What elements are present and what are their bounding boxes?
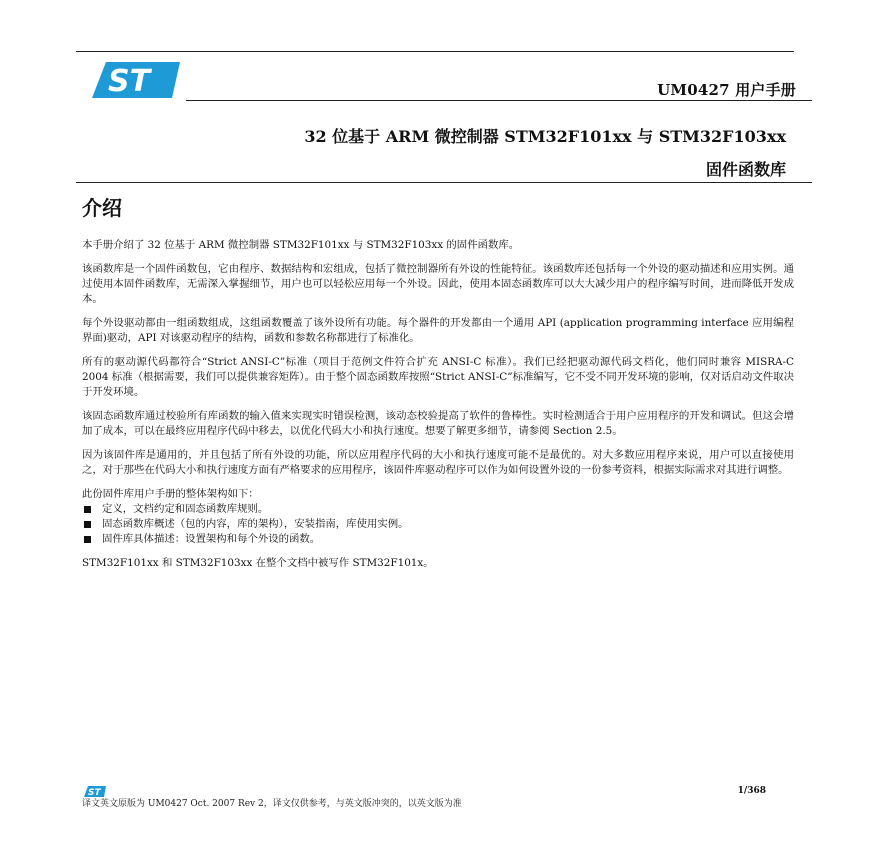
section-title: 介绍: [82, 196, 122, 220]
footer-logo-text: ST: [88, 788, 101, 797]
header-top-rule: [76, 51, 794, 52]
list-item: [82, 517, 794, 532]
title-bottom-rule: [76, 182, 812, 183]
closing-paragraph: STM32F101xx 和 STM32F103xx 在整个文档中被写作 STM32F101x。: [82, 557, 434, 569]
list-item: [82, 532, 794, 547]
paragraph-7: 此份固件库用户手册的整体架构如下：: [82, 488, 259, 500]
st-logo: [92, 60, 182, 100]
paragraph-2: 该函数库是一个固件函数包，它由程序、数据结构和宏组成，包括了微控制器所有外设的性能特征。该函数库还包括每一个外设的驱动描述和应用实例。通过使用本固件函数库，无需深入掌握细节，用户也可以轻松应用每一个外设。因此，使用本固态函数库可以大大减少用户的程序编写时间，进而降低开发成本。: [82, 263, 794, 305]
list-item: [82, 502, 794, 517]
body-text: [82, 238, 794, 580]
list-item-text: 定义，文档约定和固态函数库规则。: [102, 503, 269, 515]
doc-title-line2: 固件函数库: [705, 160, 786, 179]
footer-st-logo: [84, 782, 106, 797]
doc-id: UM0427 用户手册: [657, 81, 796, 99]
bullet-icon: [84, 521, 91, 528]
paragraph-5: 该固态函数库通过校验所有库函数的输入值来实现实时错误检测，该动态校验提高了软件的鲁棒性。实时检测适合于用户应用程序的开发和调试。但这会增加了成本，可以在最终应用程序代码中移去，以优化代码大小和执行速度。想要了解更多细节，请参阅 Section 2.5。: [82, 410, 794, 437]
header-mid-rule: [186, 100, 812, 101]
bullet-icon: [84, 506, 91, 513]
bullet-icon: [84, 536, 91, 543]
list-item-text: 固态函数库概述（包的内容，库的架构），安装指南，库使用实例。: [102, 518, 409, 530]
st-logo-text: ST: [108, 64, 151, 99]
doc-title-line1: 32 位基于 ARM 微控制器 STM32F101xx 与 STM32F103xx: [304, 127, 786, 146]
footer-note: 译文英文原版为 UM0427 Oct. 2007 Rev 2，译文仅供参考，与英文版冲突的，以英文版为准: [82, 799, 462, 809]
paragraph-4: 所有的驱动源代码都符合“Strict ANSI-C”标准（项目于范例文件符合扩充 ANSI-C 标准）。我们已经把驱动源代码文档化，他们同时兼容 MISRA-C 2004 标准（根据需要，我们可以提供兼容矩阵）。由于整个固态函数库按照“Strict ANSI-C”标准编写，它不受不同开发环境的影响，仅对话启动文件取决于开发环境。: [82, 356, 794, 398]
paragraph-3: 每个外设驱动都由一组函数组成，这组函数覆盖了该外设所有功能。每个器件的开发都由一个通用 API (application programming interface 应用编程界面)驱动，API 对该驱动程序的结构，函数和参数名称都进行了标准化。: [82, 317, 794, 344]
st-logo-icon: [92, 60, 182, 100]
list-item-text: 固件库具体描述：设置架构和每个外设的函数。: [102, 533, 321, 545]
page-number: 1/368: [737, 786, 766, 796]
paragraph-1: 本手册介绍了 32 位基于 ARM 微控制器 STM32F101xx 与 STM32F103xx 的固件函数库。: [82, 239, 520, 251]
paragraph-6: 因为该固件库是通用的，并且包括了所有外设的功能，所以应用程序代码的大小和执行速度可能不是最优的。对大多数应用程序来说，用户可以直接使用之，对于那些在代码大小和执行速度方面有严格要求的应用程序，该固件库驱动程序可以作为如何设置外设的一份参考资料，根据实际需求对其进行调整。: [82, 449, 794, 476]
structure-list: [82, 502, 794, 547]
